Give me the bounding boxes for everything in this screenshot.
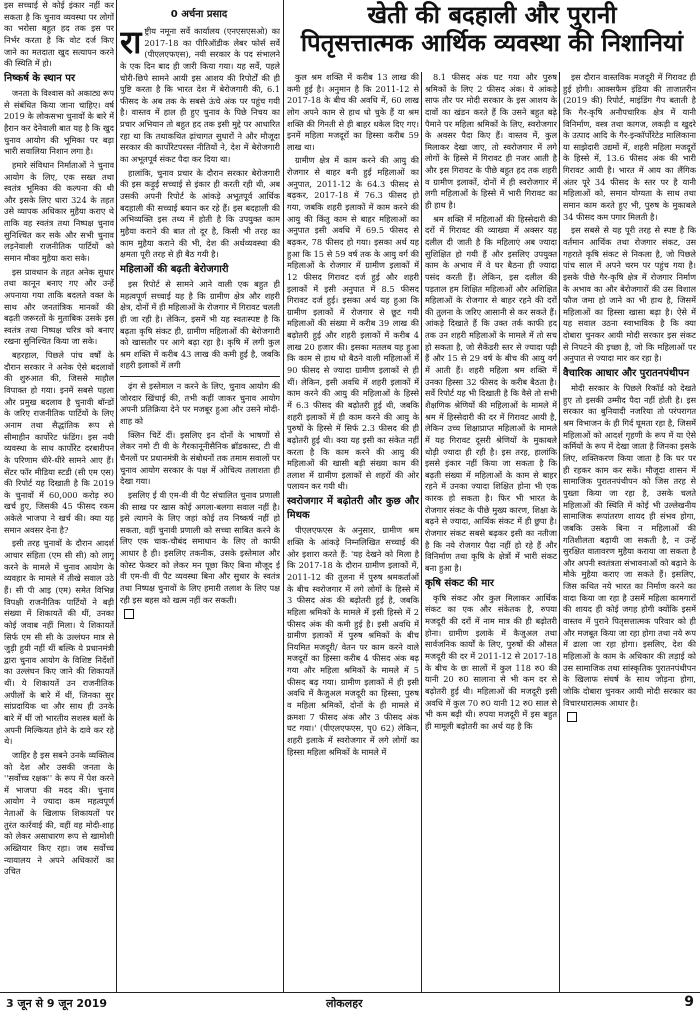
column-divider [116, 0, 117, 992]
footer-rule [0, 992, 700, 993]
paragraph: कुल श्रम शक्ति में करीब 13 लाख की कमी हुई है। अनुमान है कि 2011-12 से 2017-18 के बीच की अवधि में, 60 लाख लोग अपने काम से हाथ धो चुके हैं या श्रम शक्ति की गिनती से ही बाहर धकेल दिए गए। इनमें महिला मजदूरों का हिस्सा करीब 59 लाख था। [287, 72, 419, 152]
paragraph: 8.1 फीसद अंक घट गया और पुरुष श्रमिकों के लिए 2 फीसद अंक। ये आंकड़े साफ तौर पर मोदी सरकार के इस आशय के दावों का खंडन करते हैं कि उसने बहुत बढ़े पैमाने पर महिला श्रमिकों के लिए, स्वरोजगार के अवसर पैदा किए हैं। वास्तव में, कुल मिलाकर देखा जाए, तो स्वरोजगार में लगे लोगों के हिस्से में गिरावट ही नजर आती है और इस गिरावट के पीछे बहुत हद तक शहरी व ग्रामीण इलाकों, दोनों में ही स्वरोजगार में लगी महिलाओं के हिस्से में भारी गिरावट का ही हाथ है। [425, 72, 557, 211]
paragraph: हमारे संविधान निर्माताओं ने चुनाव आयोग के लिए, एक सख्त तथा स्वतंत्र भूमिका की कल्पना की थी और इसके लिए धारा 324 के तहत उसे व्यापक अधिकार मुहैया कराए थे ताकि वह स्वतंत्र तथा निष्पक्ष चुनाव सुनिश्चित कर सके और सभी चुनाव लड़नेवाली राजनीतिक पार्टियों को समान मौका मुहैया करा सके। [4, 159, 114, 263]
paragraph: इस दौरान वास्तविक मजदूरी में गिरावट ही हुई होगी। आक्सफैम इंडिया की ताजातरीन (2019 की) रिपोर्ट, माइंडिंग गैप बताती है कि गैर-कृषि अनौपचारिक क्षेत्र में यानी विनिर्माण, वस्त्र तथा कागज, लकड़ी व खुदरे के उत्पाद आदि के गैर-इन्कॉर्पोरेटेड मालिकाना या साझेदारी उद्यमों में, शहरी महिला मजदूरों के हिस्से में, 13.6 फीसद अंक की भारी गिरावट आयी है। भारत में आय का लैंगिक अंतर पूरे 34 फीसद के स्तर पर है यानी महिलाओं को, समान योग्यता के साथ तथा समान काम करते हुए भी, पुरुष के मुकाबले 34 फीसद कम पगार मिलती है। [563, 72, 696, 222]
column-4 [425, 72, 557, 990]
paragraph: कृषि संकट और कुल मिलाकर आर्थिक संकट का एक और संकेतक है, रुपया मजदूरी की दरों में नाम मात्र की ही बढ़ोतरी होना। ग्रामीण इलाके में कैजुअल तथा सार्वजनिक कार्यों के लिए, पुरुषों की औसत मजदूरी की दर में 2011-12 से 2017-18 के बीच के छः सालों में कुल 118 रु0 की यानी 20 रु0 सालाना से भी कम दर से बढ़ोतरी हुई थी। महिलाओं की मजदूरी इसी अवधि में कुल 70 रु0 यानी 12 रु0 साल से भी कम बढ़ी थी। रुपया मजदूरी में इस बहुत ही मामूली बढ़ोतरी का अर्थ यह है कि [425, 592, 557, 731]
paragraph: बहरहाल, पिछले पांच वर्षों के दौरान सरकार ने अनेक ऐसे बदलावों की शुरुआत की, जिससे माहौल विपाक्त हो गया। इनमें सबसे पहला और प्रमुख बदलाव है चुनावी बॉन्डों के जरिए राजनीतिक पार्टियों के लिए अनाम तथा सैद्धांतिक रूप से सीमाहीन कार्पोरेट फंडिंग। इस नयी व्यवस्था के साथ कार्पोरेट दरबारीपन के परिणाम धीरे-धीरे सामने आए हैं। सेंटर फॉर मीडिया स्टडी (सी एम एस) की रिपोर्ट यह दिखाती है कि 2019 के चुनावों में 60,000 करोड़ रु0 खर्च हुए, जिसकी 45 फीसद रकम अकेले भाजपा ने खर्च की। क्या यह समान अवसर देना है? [4, 350, 114, 535]
paragraph: पीएलएफएस के अनुसार, ग्रामीण श्रम शक्ति के आंकड़े निम्नलिखित सच्चाई की ओर इशारा करते हैं: 'यह देखने को मिला है कि 2017-18 के दौरान ग्रामीण इलाकों में, 2011-12 की तुलना में पुरुष श्रमकर्ताओं के बीच स्वरोजगार में लगे लोगों के हिस्से में 3 फीसद अंक की बढ़ोतरी हुई है, जबकि महिला श्रमिकों के मामले में इसी हिस्से में 2 फीसद अंक की कमी हुई है। इसी अवधि में ग्रामीण इलाकों में पुरुष श्रमिकों के बीच नियमित मजदूरी/ वेतन पर काम करने वाले मजदूरों का हिस्सा करीब 4 फीसद अंक बढ़ गया और महिला श्रमिकों के मामले में 5 फीसद बढ़ गया। ग्रामीण इलाकों में ही इसी अवधि में कैजुअल मजदूरी का हिस्सा, पुरुष व महिला श्रमिकों, दोनों के ही मामले में क्रमशः 7 फीसद अंक और 3 फीसद अंक घट गया।' (पीएलएफएस, पृ0 62) लेकिन, शहरी इलाके में स्वरोजगार में लगे लोगों का हिस्सा महिला श्रमिकों के मामले में [287, 525, 419, 757]
paragraph: ग्रामीण क्षेत्र में काम करने की आयु की रोजगार से बाहर बनी हुई महिलाओं का अनुपात, 2011-12 के 64.3 फीसद से बढ़कर, 2017-18 में 76.3 फीसद हो गया, जबकि शहरी इलाकों में काम करने की आयु की किंतु काम से बाहर महिलाओं का अनुपात इसी अवधि में 69.5 फीसद से बढ़कर, 78 फीसद हो गया। इसका अर्थ यह हुआ कि 15 से 59 वर्ष तक के आयु वर्ग की महिलाओं के रोजगार में ग्रामीण इलाकों में 12 फीसद गिरावट दर्ज हुई और शहरी इलाकों में इसी अनुपात में 8.5 फीसद गिरावट दर्ज हुई। इसका अर्थ यह हुआ कि ग्रामीण इलाकों में रोजगार से छूट गयी महिलाओं की संख्या में करीब 39 लाख की बढ़ोतरी हुई और शहरी इलाकों में करीब 4 लाख 20 हजार की। इसका मतलब यह हुआ कि काम से हाथ धो बैठने वाली महिलाओं में 90 फीसद से ज्यादा ग्रामीण इलाकों से ही थीं। लेकिन, इसी अवधि में शहरी इलाकों में काम करने की आयु की महिलाओं के हिस्से में 6.3 फीसद की बढ़ोतरी हुई थी, जबकि शहरी इलाकों में ही काम करने की आयु के पुरुषों के हिस्से में सिर्फ 2.3 फीसद की ही बढ़ोतरी हुई थी। क्या यह इसी का संकेत नहीं करता है कि काम करने की आयु की महिलाओं की खासी बड़ी संख्या काम की तलाश में ग्रामीण इलाकों से शहरों की ओर पलायन कर गयी थी। [287, 155, 419, 492]
subheading: वैचारिक आधार और पुरातनपंथीपन [563, 368, 690, 380]
footer [0, 994, 700, 1012]
paragraph: राष्ट्रीय नमूना सर्वे कार्यालय (एनएसएसओ) का 2017-18 का पीरिऑडीक लेबर फोर्स सर्वे (पीएलएफएस), नयी सरकार के पद संभालने के एक दिन बाद ही जारी किया गया। यह सर्वे, पहले चोरी-छिपे सामने आयी इस आशय की रिपोर्टों की ही पुष्टि करता है कि भारत देश में बेरोजगारी की, 6.1 फीसद के अब तक के सबसे ऊंचे अंक पर पहुंच गयी है। वास्तव में हाल ही हुए चुनाव के पिछे निचय का प्रचार अभियान तो बहुत हद तक इसी मुद्दे पर आधारित रहा था कि तथाकथित ढ़ांचागत सुधारों ने और मौजूदा सरकार की कार्पोरेटपरस्त नीतियों ने, देश में बेरोजगारी का अभूतपूर्व संकट पैदा कर दिया था। [120, 26, 280, 165]
column-5 [563, 72, 696, 990]
subheading: स्वरोजगार में बढ़ोतरी और कुछ और मिथक [287, 496, 419, 522]
column-divider [559, 72, 560, 992]
column-1 [4, 0, 114, 990]
column-divider [421, 72, 422, 992]
end-mark-icon [567, 712, 577, 722]
column-2 [120, 26, 280, 990]
headline-line-2: पितृसत्तात्मक आर्थिक व्यवस्था की निशानियां [300, 28, 684, 57]
section-divider [120, 376, 280, 377]
issue-date: 3 जून से 9 जून 2019 [6, 997, 108, 1010]
column-3 [287, 72, 419, 990]
paragraph: क्लिन चिटें दीं। इसलिए इन दोनों के भाषणों से लेकर नमो टी वी के गैरकानूनीसैनिक ब्रॉडकास्ट, टी वी चैनलों पर प्रधानमंत्री के संबोधनों तक तमाम सवालों पर चुनाव आयोग सरकार के पक्ष में ओचित्य तलाशता ही देखा गया। [120, 429, 280, 487]
end-mark-icon [124, 609, 134, 619]
paragraph: इस सच्चाई से कोई इंकार नहीं कर सकता है कि चुनाव व्यवस्था पर लोगों का भरोसा बहुत हद तक इस पर निर्भर करता है कि वोट दर्ज किए जाने का मतदाता खुद सत्यापन करने की स्थिति में हो। [4, 0, 114, 69]
paragraph: इसलिए ई वी एम-वी वी पैट संचालित चुनाव प्रणाली की साख पर खास कोई अगला-बलगा सवाल नहीं है। इसे त्यागने के लिए जहां कोई तय निष्कर्ष नहीं हो सकता, वहीं चुनावी प्रणाली को सच्चा साबित करने के लिए एक चाक-चौबंद समाधान के लिए तो काफी आधार है ही। इसलिए तकनीक, उसके इस्तेमाल और कोस्ट फेक्टर को लेकर मन पूछा किए बिना मौजूद ई वी एम-वी वी पैट व्यवस्था बिना और सुधार के स्वतंत्र तथा निष्पक्ष चुनावों के लिए हमारी तलाश के लिए पक्ष रही इस बहस को खत्म नहीं कर सकती। [120, 489, 280, 605]
paragraph: मोदी सरकार के पिछले रिकॉर्ड को देखते हुए तो इसकी उम्मीद पैदा नहीं होती है। इस सरकार का बुनियादी नजरिया तो परंपरागत श्रम विभाजन के ही गिर्द घूमता रहा है, जिसमें महिलाओं को आदर्श गृहणी के रूप में या ऐसे कर्मियों के रूप में देखा जाता है जिनका इसके लिए, शक्तिकरण किया जाता है कि घर पर ही रहकर काम कर सकें। मौजूदा शासन में सामाजिक पुरातनपंथीपन को जिस तरह से पुख्ता किया जा रहा है, उसके चलते महिलाओं की स्थिति में कोई भी उल्लेखनीय सामाजिक रूपांतरण शायद ही संभव होगा, जबकि उसके बिना न महिलाओं की गतिशीलता बढ़ायी जा सकती है, न उन्हें सुरक्षित वातावरण मुहैया कराया जा सकता है और अपनी स्वतंत्रता संभावनाओं को बढ़ाने के मौके मुहैया कराए जा सकते हैं। इसलिए, जिस कथित नये भारत का निर्माण करने का वादा किया जा रहा है उसमें महिला कामगारों की शायद ही कोई जगह होगी क्योंकि इसमें वास्तव में पुराने पितृसत्तात्मक परिवार को ही और मजबूत किया जा रहा होगा तथा नये रूप में ढाला जा रहा होगा। इसलिए, देश की महिलाओं के काम के अधिकार की लड़ाई को उस सामाजिक तथा सांस्कृतिक पुरातनपंथीपन के खिलाफ संघर्ष के साथ जोड़ना होगा, जोकि दोबारा चुनकर आयी मोदी सरकार का विचारधारात्मक आधार है। [563, 383, 696, 708]
paragraph: ढ़ंग से इस्तेमाल न करने के लिए, चुनाव आयोग की जोरदार खिंचाई की, तभी कहीं जाकर चुनाव आयोग अपनी प्रतिक्रिया देने पर मजबूर हुआ और उसने मोदी-शाह को [120, 381, 280, 427]
paragraph: जनता के विश्वास को अकाट्य रूप से संबंधित किया जाना चाहिए। वर्ष 2019 के लोकसभा चुनावों के बारे में हैरान कर देनेवाली बात यह है कि खुद चुनाव आयोग की भूमिका पर बड़ा भारी सवालिया निशान लगा है। [4, 88, 114, 157]
drop-cap: रा [120, 26, 142, 61]
paragraph: इसी तरह चुनावों के दौरान आदर्श आचार संहिता (एम सी सी) को लागू करने के मामले में चुनाव आयोग के व्यवहार के मामले में तीखे सवाल उठे हैं। सी पी आइ (एम) समेत विभिन्न विपक्षी राजनीतिक पार्टियों ने बड़ी संख्या में शिकायतें की थीं, उनका कोई जवाब नहीं मिला। ये शिकायतें सिर्फ एम सी सी के उल्लंघन मात्र से जुड़ी हुयी नहीं थीं बल्कि ये प्रधानमंत्री द्वारा चुनाव आयोग के विशिष्ट निर्देशों का उल्लंघन किए जाने की शिकायतें थीं। ये शिकायतें उन राजनीतिक अपीलों के बारे में थीं, जिनका सुर सांप्रदायिक था और साथ ही उनके बारे में थीं जो भारतीय सशस्त्र बलों के अपनी मिल्कियत होने के दावे कर रहे थे। [4, 538, 114, 747]
subheading: कृषि संकट की मार [425, 577, 494, 589]
byline: 0 अर्चना प्रसाद [170, 9, 228, 20]
headline [287, 2, 697, 57]
paragraph: इस रिपोर्ट से सामने आने वाली एक बहुत ही महत्वपूर्ण सच्चाई यह है कि ग्रामीण क्षेत्र और शहरी क्षेत्र, दोनों में ही महिलाओं के रोजगार में गिरावट चलती ही जा रही है। लेकिन, इसमें भी यह स्वतःस्पष्ट है कि बढ़ता कृषि संकट ही, ग्रामीण महिलाओं की बेरोजगारी को खासतौर पर आगे बढ़ा रहा है। कृषि में लगी कुल श्रम शक्ति में करीब 43 लाख की कमी हुई है, जबकि शहरी इलाकों में लगी [120, 279, 280, 371]
headline-line-1: खेती की बदहाली और पुरानी [367, 1, 617, 29]
column-divider [283, 0, 284, 992]
paragraph: श्रम शक्ति में महिलाओं की हिस्सेदारी की दरों में गिरावट की व्याख्या में अक्सर यह दलील दी जाती है कि महिलाएं अब ज्यादा सुशिक्षित हो गयी हैं और इसलिए उपयुक्त काम के अभाव में वे घर बैठना ही ज्यादा पसंद करती हैं। लेकिन, इस दलील की पड़ताल हम शिक्षित महिलाओं और अशिक्षित महिलाओं के रोजगार से बाहर रहने की दरों की तुलना के जरिए आसानी से कर सकते हैं। आंकड़े दिखाते हैं कि उक्त तर्क काफी हद तक उन शहरी महिलाओं के मामले में तो सच हो सकता है, जो सैकेंडरी स्तर से ज्यादा पढ़ी हैं और 15 से 29 वर्ष के बीच की आयु वर्ग में आती हैं। शहरी महिला श्रम शक्ति में उनका हिस्सा 32 फीसद के करीब बैठता है। सर्वे रिपोर्ट यह भी दिखाती है कि वैसे तो सभी शैक्षणिक श्रेणियों की महिलाओं के मामले में श्रम में हिस्सेदारी की दर में गिरावट आयी है, लेकिन उच्च शिक्षाप्राप्त महिलाओं के मामले में यह गिरावट दूसरी श्रेणियों के मुकाबले थोड़ी ज्यादा ही रही है। इस तरह, हालांकि इससे इंकार नहीं किया जा सकता है कि बढ़ती संख्या में महिलाओं के काम से बाहर रहने में उनका ज्यादा शिक्षित होना भी एक कारक हो सकता है। फिर भी भारत के रोजगार संकट के पीछे मुख्य कारण, शिक्षा के बढ़ने से ज्यादा, आर्थिक संकट में ही छुपा है। रोजगार संकट सबसे बढ़कर इसी का नतीजा है कि नये रोजगार पैदा नहीं हो रहे हैं और विनिर्माण तथा कृषि के क्षेत्रों में भारी संकट बना हुआ है। [425, 213, 557, 573]
paragraph: जाहिर है इस सबने उनके व्यक्तित्व को देश और उसकी जनता के ''सर्वोच्च रक्षक'' के रूप में पेश करने में भाजपा की मदद की। चुनाव आयोग ने ज्यादा कम महत्वपूर्ण नेताओं के खिलाफ शिकायतों पर तुरंत कार्रवाई की, वहीं वह मोदी-शाह को लेकर असाधारण रूप से खामोशी अख्तियार किए रहा। जब सर्वोच्च न्यायालय ने अपने अधिकारों का उचित [4, 749, 114, 877]
subheading: निष्कर्ष के स्थान पर [4, 72, 76, 84]
publication-name: लोकलहर [326, 997, 363, 1010]
paragraph: हालांकि, चुनाव प्रचार के दौरान सरकार बेरोजगारी की इस कड़ुई सच्चाई से इंकार ही करती रही थी, अब उसकी अपनी रिपोर्ट के आंकड़े अभूतपूर्व आर्थिक बदहाली की सच्चाई बयान कर रहे हैं। इस बदहाली की अभिव्यक्ति इस तथ्य में होती है कि उपयुक्त काम मुहैया कराने की बात तो दूर है, किसी भी तरह का काम मुहैया कराने की भी, देश की अर्थव्यवस्था की क्षमता पूरी तरह से ही बैठ गयी है। [120, 167, 280, 260]
paragraph: इस प्रावधान के तहत अनेक सुधार तथा कानून बनाए गए और उन्हें अपनाया गया ताकि बदलते वक्त के साथ और जनतांत्रिक मानकों की बढ़ती जरूरतों के मुताबिक उसके इस स्वतंत्र तथा निष्पक्ष चरित्र को बनाए रखना सुनिश्चित किया जा सके। [4, 266, 114, 347]
paragraph: इस सबसे से यह पूरी तरह से स्पष्ट है कि वर्तमान आर्थिक तथा रोजगार संकट, उस गहराते कृषि संकट से निकला है, जो पिछले पांच साल में अपने चरम पर पहुंच गया है। इसके पीछे गैर-कृषि क्षेत्र में रोजगार निर्माण के अभाव का और बेरोजगारों की उस विशाल फौज जमा हो जाने का भी हाथ है, जिसमें महिलाओं का हिस्सा खासा बढ़ा है। ऐसे में यह सवाल उठना स्वाभाविक है कि क्या दोबारा चुनकर आयी मोदी सरकार इस संकट से निपटने की इच्छा है, जो कि महिलाओं पर अनुपात से ज्यादा मार कर रहा है। [563, 225, 696, 364]
page-number: 9 [684, 994, 694, 1010]
subheading: महिलाओं की बढ़ती बेरोजगारी [120, 263, 229, 275]
